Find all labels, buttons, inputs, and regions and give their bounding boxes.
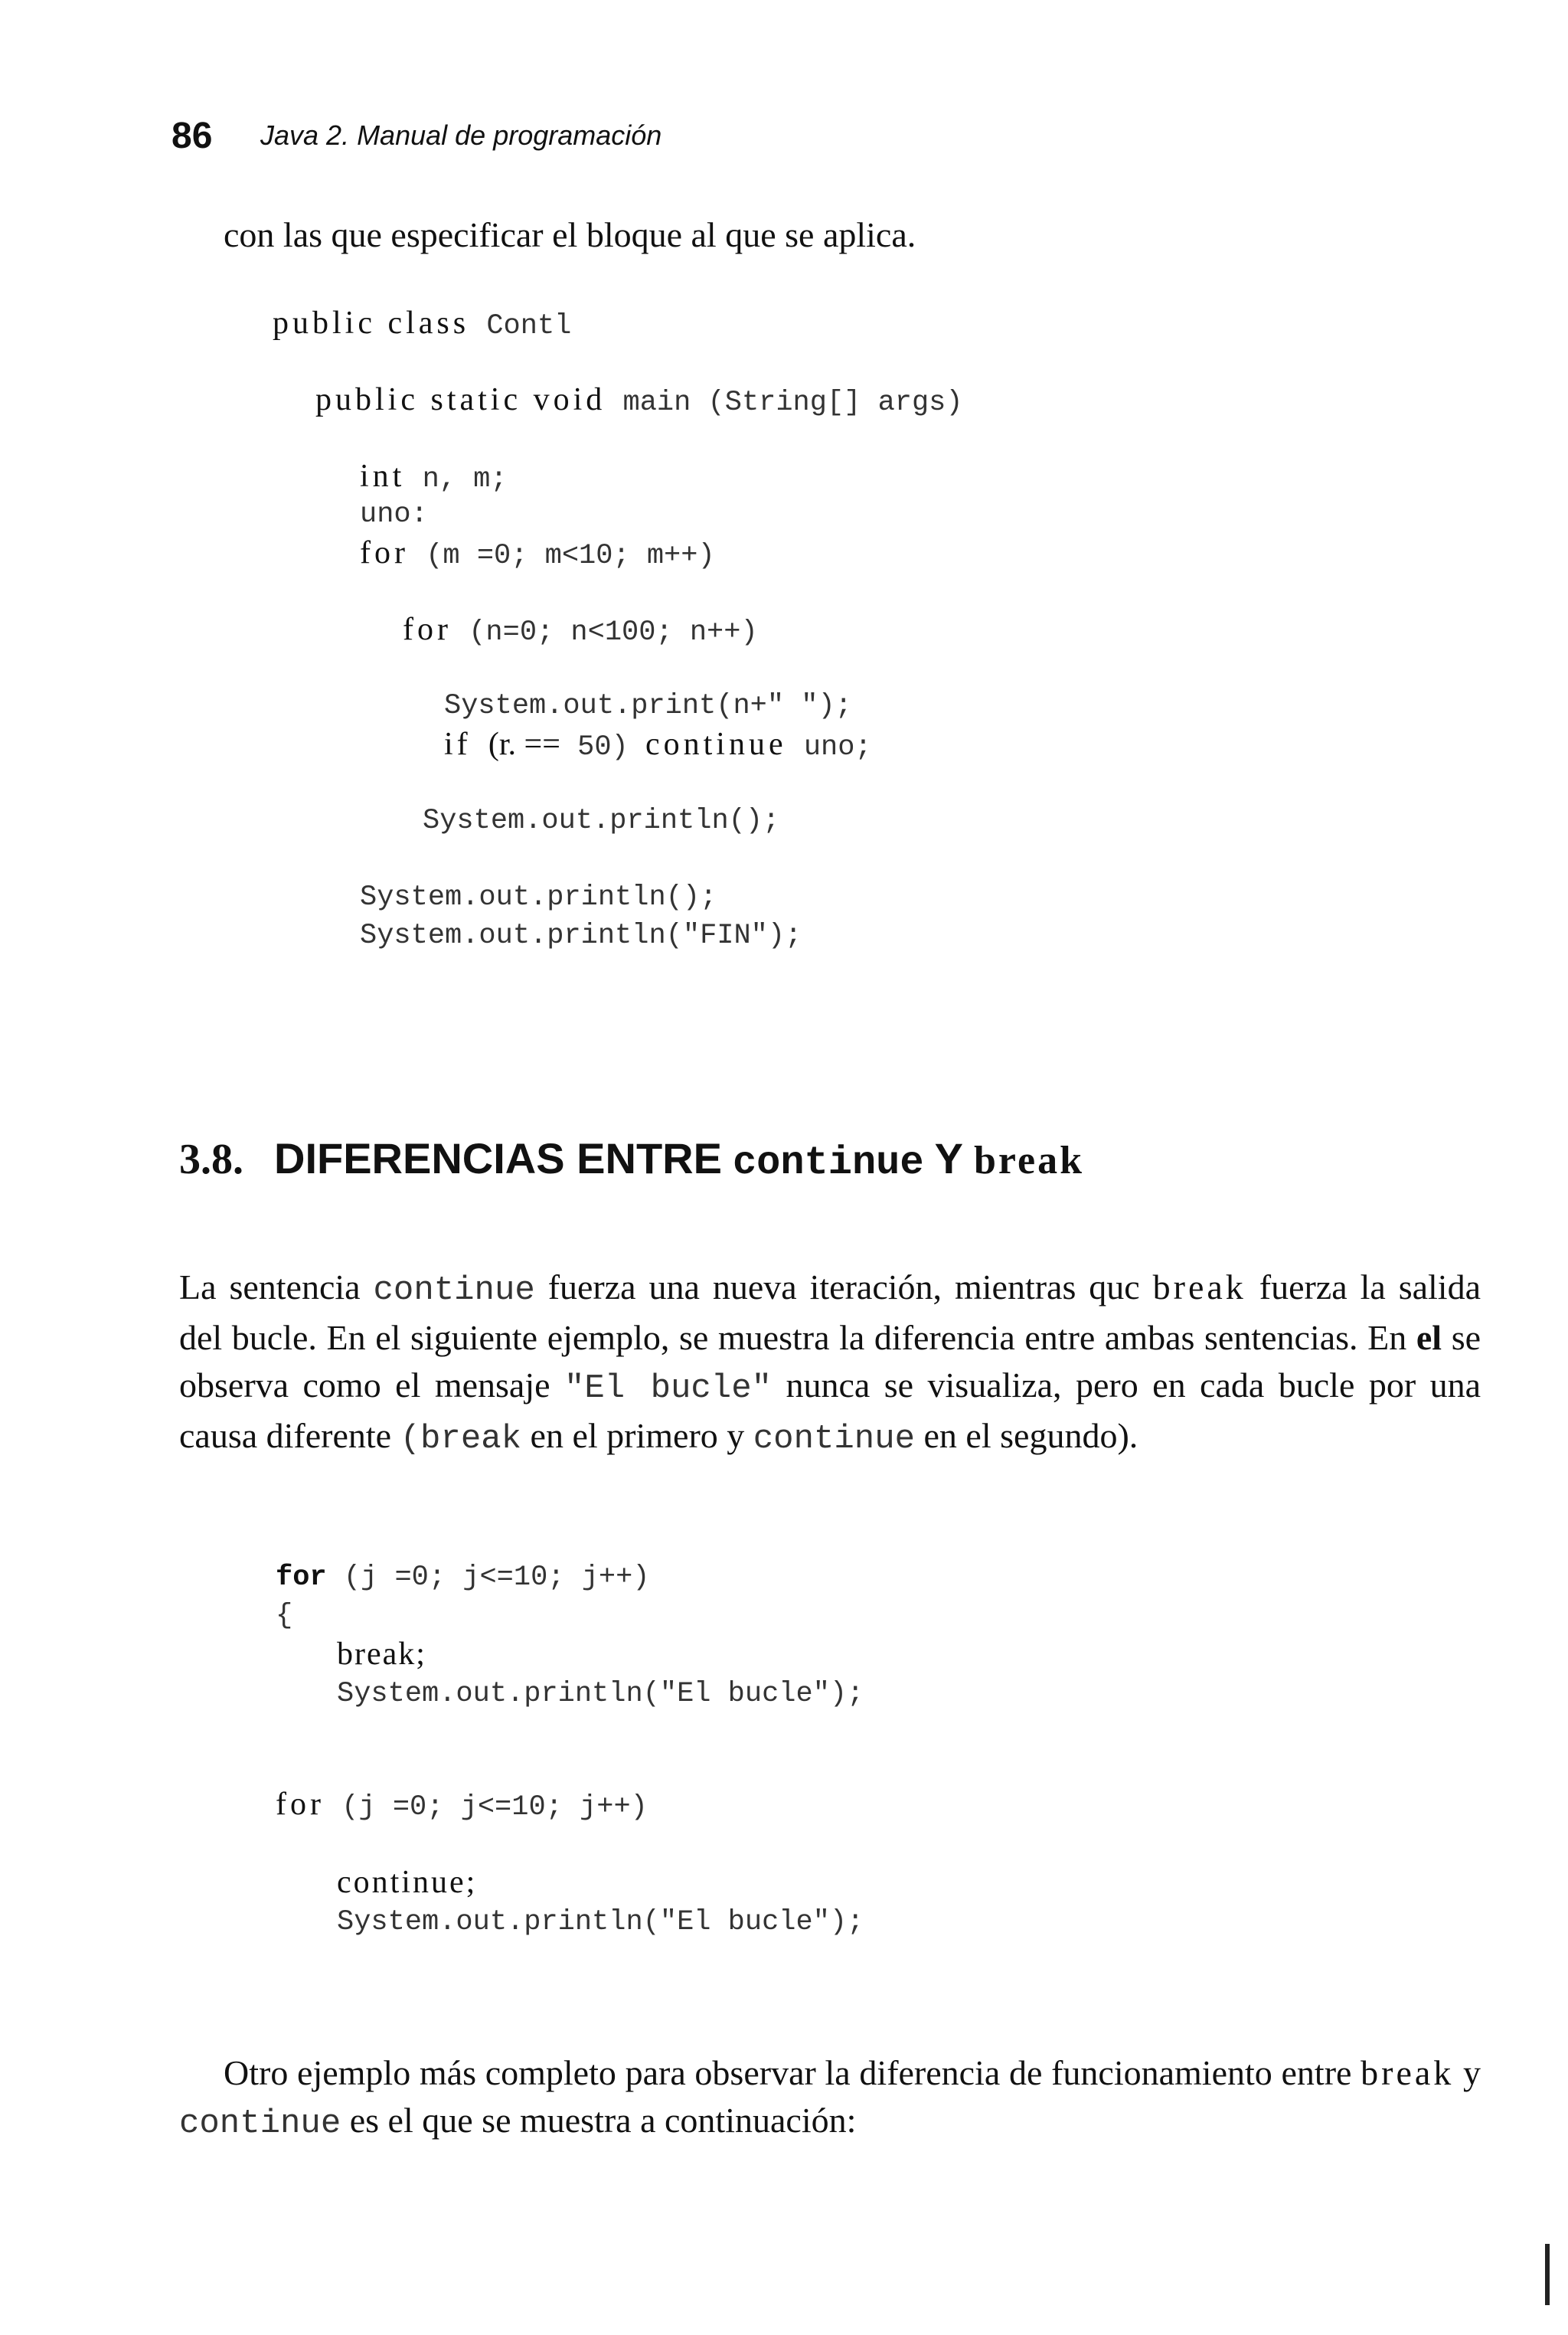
- code-line: if (r. == 50) continue uno;: [444, 727, 872, 764]
- code-line: for (j =0; j<=10; j++): [276, 1562, 650, 1594]
- intro-text: con las que especificar el bloque al que se aplica.: [224, 215, 916, 254]
- code-line: {: [276, 1600, 293, 1632]
- code-line: System.out.print(n+" ");: [444, 690, 852, 722]
- page-number: 86: [172, 116, 213, 156]
- section-heading: 3.8. DIFERENCIAS ENTRE continue Y break: [179, 1134, 1084, 1185]
- running-title: Java 2. Manual de programación: [260, 119, 662, 151]
- paragraph-example: Otro ejemplo más completo para observar la diferencia de funcionamiento entre break y continue es el que se muestra a continuación:: [179, 2053, 1481, 2143]
- code-line: int n, m;: [360, 459, 508, 495]
- code-line: for (j =0; j<=10; j++): [276, 1787, 648, 1823]
- paragraph-differences: La sentencia continue fuerza una nueva iteración, mientras quc break fuerza la salida del bucle. En el siguiente ejemplo, se muestra la diferencia entre ambas sentencias. En el se observa como el mensaje "El bucle" nunca se visualiza, pero en cada bucle por una causa diferente (break en el primero y continue en el segundo).: [179, 1267, 1481, 1458]
- code-line: System.out.println("El bucle");: [337, 1678, 864, 1710]
- code-line: public static void main (String[] args): [315, 382, 963, 419]
- code-line: System.out.println();: [360, 881, 717, 914]
- code-line: for (m =0; m<10; m++): [360, 535, 715, 572]
- code-line: uno:: [360, 499, 428, 531]
- code-line: continue;: [337, 1865, 478, 1900]
- code-line: System.out.println("FIN");: [360, 920, 802, 952]
- code-line: public class Contl: [273, 306, 572, 342]
- code-line: for (n=0; n<100; n++): [403, 612, 758, 649]
- code-line: System.out.println();: [423, 805, 780, 837]
- code-line: System.out.println("El bucle");: [337, 1906, 864, 1938]
- scan-edge-mark: [1545, 2244, 1550, 2305]
- code-line: break;: [337, 1637, 426, 1672]
